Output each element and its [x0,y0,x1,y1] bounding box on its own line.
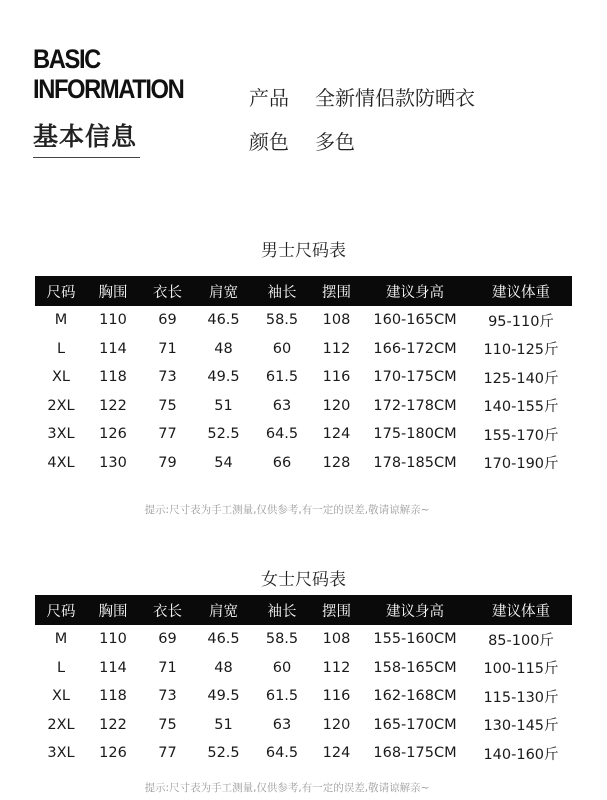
table-cell: 128 [322,454,351,471]
table-cell: 170-175CM [373,369,457,386]
table-cell: 75 [158,716,177,733]
table-cell: 3XL [47,426,75,443]
table-cell: 58.5 [265,312,299,329]
table-cell: 4XL [47,454,75,471]
table-cell: 77 [158,426,177,443]
table-cell: 168-175CM [373,745,457,762]
product-label: 产品 [249,86,289,110]
table-cell: 122 [99,716,127,733]
table-cell: 100-115斤 [483,661,559,678]
title-underline [33,157,140,158]
table-header-row [35,595,572,625]
column-header: 建议体重 [470,595,572,625]
table-cell: 108 [322,312,351,329]
table-cell: M [54,312,68,329]
table-cell: 116 [322,369,351,386]
table-cell: L [56,659,66,676]
table-cell: 108 [322,631,351,648]
table-cell: 85-100斤 [488,632,554,649]
table-cell: 69 [158,631,177,648]
table-cell: 49.5 [207,369,240,386]
table-cell: 75 [158,397,177,414]
column-header: 建议体重 [470,276,572,306]
column-header: 摆围 [313,276,360,306]
table-cell: 125-140斤 [483,370,559,387]
table-cell: 58.5 [265,631,299,648]
women-size-table [35,595,572,768]
table-cell: 130-145斤 [483,718,559,735]
table-cell: 54 [214,454,233,471]
table-cell: 64.5 [265,745,299,762]
title-line-2: INFORMATION [33,74,184,104]
table-cell: 124 [322,426,351,443]
table-cell: 3XL [47,745,75,762]
table-cell: 126 [99,426,127,443]
table-cell: 140-155斤 [483,399,559,416]
table-cell: 124 [322,745,351,762]
table-row [35,711,572,740]
table-cell: 166-172CM [373,340,457,357]
table-cell: 162-168CM [373,688,457,705]
table-cell: 126 [99,745,127,762]
table-row [35,306,572,335]
table-cell: 2XL [47,716,75,733]
table-cell: 69 [158,312,177,329]
table-cell: 51 [214,397,233,414]
table-cell: 71 [158,340,177,357]
column-header: 袖长 [251,276,313,306]
table-cell: 79 [158,454,177,471]
table-cell: 122 [99,397,127,414]
table-cell: 61.5 [265,369,299,386]
table-cell: 114 [99,659,127,676]
table-cell: 165-170CM [373,716,457,733]
color-value: 多色 [315,130,355,154]
table-cell: 118 [99,369,127,386]
table-cell: 172-178CM [373,397,457,414]
table-row [35,420,572,449]
table-cell: 120 [322,397,351,414]
column-header: 衣长 [139,276,196,306]
table-cell: 112 [322,659,351,676]
table-cell: 73 [158,369,177,386]
column-header: 肩宽 [196,595,251,625]
table-cell: 48 [214,340,233,357]
table-cell: 175-180CM [373,426,457,443]
table-cell: 63 [272,716,292,733]
table-cell: 2XL [47,397,75,414]
table-row [35,449,572,478]
men-size-table [35,276,572,477]
table-cell: 155-160CM [373,631,457,648]
table-cell: 112 [322,340,351,357]
table-cell: 155-170斤 [483,427,559,444]
table-cell: L [56,340,66,357]
column-header: 摆围 [313,595,360,625]
table-row [35,363,572,392]
table-cell: 49.5 [207,688,240,705]
table-cell: 95-110斤 [488,313,554,330]
table-cell: 60 [272,659,292,676]
women-size-chart-title: 女士尺码表 [261,570,346,590]
column-header: 肩宽 [196,276,251,306]
color-info-row [249,126,355,155]
table-cell: 118 [99,688,127,705]
table-cell: 66 [272,454,292,471]
table-cell: XL [51,688,70,705]
table-cell: 73 [158,688,177,705]
table-row [35,335,572,364]
table-cell: 160-165CM [373,312,457,329]
column-header: 建议身高 [360,595,470,625]
column-header: 胸围 [87,595,139,625]
table-cell: 60 [272,340,292,357]
column-header: 袖长 [251,595,313,625]
table-cell: 116 [322,688,351,705]
table-cell: 46.5 [207,631,240,648]
table-row [35,392,572,421]
table-row [35,654,572,683]
table-cell: 71 [158,659,177,676]
table-row [35,682,572,711]
column-header: 尺码 [35,595,87,625]
table-cell: 110 [99,631,127,648]
table-cell: 51 [214,716,233,733]
table-cell: 77 [158,745,177,762]
product-value: 全新情侣款防晒衣 [315,86,475,110]
table-cell: 120 [322,716,351,733]
table-cell: 140-160斤 [483,746,559,763]
table-cell: M [54,631,68,648]
table-cell: 130 [99,454,127,471]
table-cell: 158-165CM [373,659,457,676]
table-cell: 110-125斤 [483,342,559,359]
title-line-1: BASIC [33,44,100,74]
column-header: 胸围 [87,276,139,306]
basic-information-cn-title: 基本信息 [33,122,138,151]
column-header: 建议身高 [360,276,470,306]
table-cell: XL [51,369,70,386]
table-header-row [35,276,572,306]
table-cell: 61.5 [265,688,299,705]
table-cell: 170-190斤 [483,456,559,473]
table-cell: 115-130斤 [483,689,559,706]
table-cell: 64.5 [265,426,299,443]
table-cell: 63 [272,397,292,414]
women-measurement-note: 提示:尺寸表为手工测量,仅供参考,有一定的误差,敬请谅解亲~ [144,782,430,794]
men-measurement-note: 提示:尺寸表为手工测量,仅供参考,有一定的误差,敬请谅解亲~ [144,504,430,516]
table-cell: 110 [99,312,127,329]
table-cell: 178-185CM [373,454,457,471]
table-row [35,739,572,768]
table-cell: 52.5 [207,426,240,443]
men-size-chart-title: 男士尺码表 [261,241,346,261]
column-header: 衣长 [139,595,196,625]
table-cell: 52.5 [207,745,240,762]
table-cell: 114 [99,340,127,357]
table-cell: 48 [214,659,233,676]
basic-information-title [33,44,183,104]
product-info-row [249,82,475,111]
table-row [35,625,572,654]
color-label: 颜色 [249,130,289,154]
column-header: 尺码 [35,276,87,306]
table-cell: 46.5 [207,312,240,329]
